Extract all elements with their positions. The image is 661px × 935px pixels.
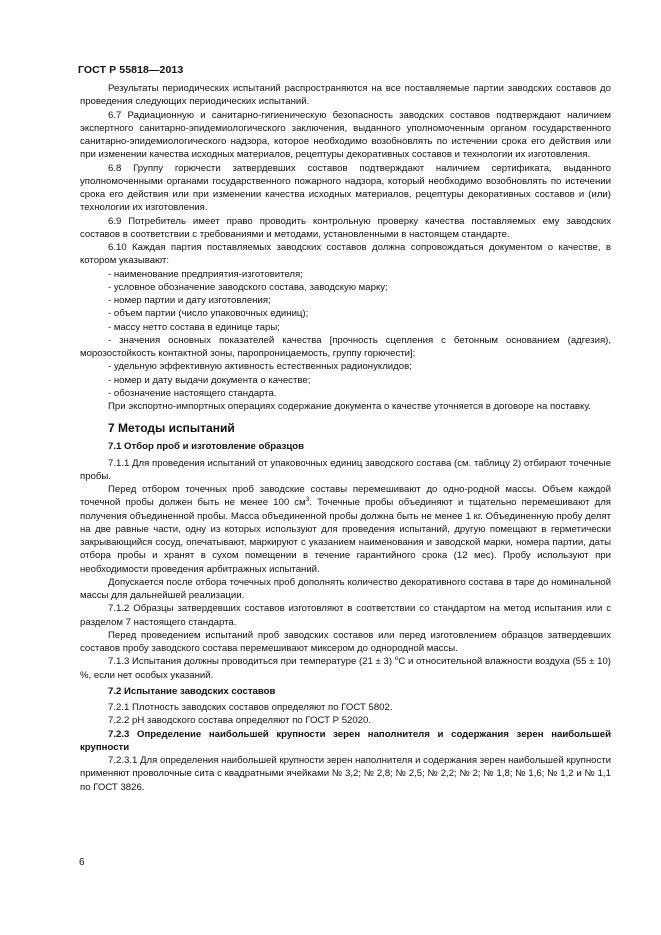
paragraph-export-import: При экспортно-импортных операциях содержание документа о качестве уточняется в договоре на поставку. <box>108 401 591 412</box>
list-item: - номер и дату выдачи документа о качестве; <box>108 374 311 386</box>
list-item: - объем партии (число упаковочных единиц); <box>108 308 309 320</box>
list-item: - значения основных показателей качества [прочность сцепления с бетонным основанием (адгезия), морозостойкость контактной зоны, паропроницаемость, группу горючести]; <box>80 334 611 359</box>
paragraph-sampling <box>80 483 611 576</box>
list-item: - номер партии и дату изготовления; <box>108 295 271 306</box>
subsection-7-1-heading: 7.1 Отбор проб и изготовление образцов <box>108 441 305 453</box>
page-number: 6 <box>79 857 85 868</box>
paragraph-6-7: 6.7 Радиационную и санитарно-гигиеническую безопасность заводских составов подтверждают наличием экспертного санитарно-эпидемиологического заключения, выданного уполномоченным органом государственного санитарно-эпидемиологического надзора, которое необходимо возобновлять по истечении срока его действия или при изменении качества исходных материалов, рецептуры декоративных составов и технологии их изготовления. <box>80 109 611 161</box>
list-item: - наименование предприятия-изготовителя; <box>108 268 303 280</box>
paragraph-7-2-1: 7.2.1 Плотность заводских составов определяют по ГОСТ 5802. <box>108 702 393 713</box>
subsection-7-2-3-heading: 7.2.3 Определение наибольшей крупности зерен наполнителя и содержания зерен наибольшей крупности <box>80 728 611 753</box>
paragraph-mixing: Перед проведением испытаний проб заводских составов или перед изготовлением образцов затвердевших составов пробу заводского состава перемешивают миксером до однородной массы. <box>80 629 611 654</box>
sampling-text-b: . Точечные пробы объединяют и тщательно перемешивают для получения объединенной пробы. Масса объединенной пробы должна быть не менее 1 кг. Объединенную пробу делят на две равные части, одну из которых используют для проведения испытаний, другую помещают в герметически закрывающийся сосуд, опечатывают, маркируют с указанием наименования и заводской марки, номера партии, даты отбора пробы и хранят в сухом помещении в течение гарантийного срока (12 мес). Пробу используют при необходимости проведения арбитражных испытаний. <box>80 497 612 575</box>
list-item: - обозначение настоящего стандарта. <box>108 387 277 399</box>
paragraph-7-1-1: 7.1.1 Для проведения испытаний от упаковочных единиц заводского состава (см. таблицу 2) отбирают точечные пробы. <box>80 457 611 482</box>
list-item: - массу нетто состава в единице тары; <box>108 321 280 333</box>
paragraph-7-1-2: 7.1.2 Образцы затвердевших составов изготовляют в соответствии со стандартом на метод испытания или с разделом 7 настоящего стандарта. <box>80 603 611 628</box>
paragraph-7-2-3-1: 7.2.3.1 Для определения наибольшей крупности зерен наполнителя и содержания зерен наибольшей крупности применяют проволочные сита с квадратными ячейками № 3,2; № 2,8; № 2,5; № 2,2; № 2; № 1,8; № 1,6; № 1,2 и № 1,1 по ГОСТ 3826. <box>80 755 611 793</box>
temperature-text-b: С и относительной влажности воздуха (55 ± 10) %, если нет особых указаний. <box>80 656 611 681</box>
section-7-heading: 7 Методы испытаний <box>108 421 235 436</box>
paragraph-6-9: 6.9 Потребитель имеет право проводить контрольную проверку качества поставляемых ему заводских составов в соответствии с требованиями и методами, установленными в настоящем стандарте. <box>80 215 611 240</box>
paragraph-7-1-3 <box>80 655 611 682</box>
paragraph-allowed: Допускается после отбора точечных проб дополнять количество декоративного состава в таре до номинальной массы для дальнейшей реализации. <box>80 576 611 601</box>
document-body <box>80 82 611 794</box>
subsection-7-2-heading: 7.2 Испытание заводских составов <box>108 685 276 697</box>
sampling-text-a: Перед отбором точечных проб заводские составы перемешивают до одно-родной массы. Объем каждой точечной пробы должен быть не менее 100 см <box>80 484 611 509</box>
cubic-superscript: 3 <box>305 496 310 504</box>
paragraph-7-2-2: 7.2.2 рН заводского состава определяют по ГОСТ Р 52020. <box>108 715 372 727</box>
paragraph-6-8: 6.8 Группу горючести затвердевших составов подтверждают наличием сертификата, выданного уполномоченными органами государственного пожарного надзора, который необходимо возобновлять по истечении срока его действия или при изменении качества исходных материалов, рецептуры декоративных составов и (или) технологии их изготовления. <box>80 162 611 214</box>
paragraph-6-10: 6.10 Каждая партия поставляемых заводских составов должна сопровождаться документом о качестве, в котором указывают: <box>80 242 611 267</box>
standard-header: ГОСТ Р 55818—2013 <box>78 64 184 76</box>
temperature-text-a: 7.1.3 Испытания должны проводиться при температуре (21 ± 3) <box>108 656 395 668</box>
paragraph-periodic-results: Результаты периодических испытаний распространяются на все поставляемые партии заводских составов до проведения следующих периодических испытаний. <box>80 83 611 108</box>
list-item: - условное обозначение заводского состава, заводскую марку; <box>108 281 388 293</box>
degree-superscript: о <box>394 655 399 663</box>
list-item: - удельную эффективную активность естественных радионуклидов; <box>108 361 412 373</box>
